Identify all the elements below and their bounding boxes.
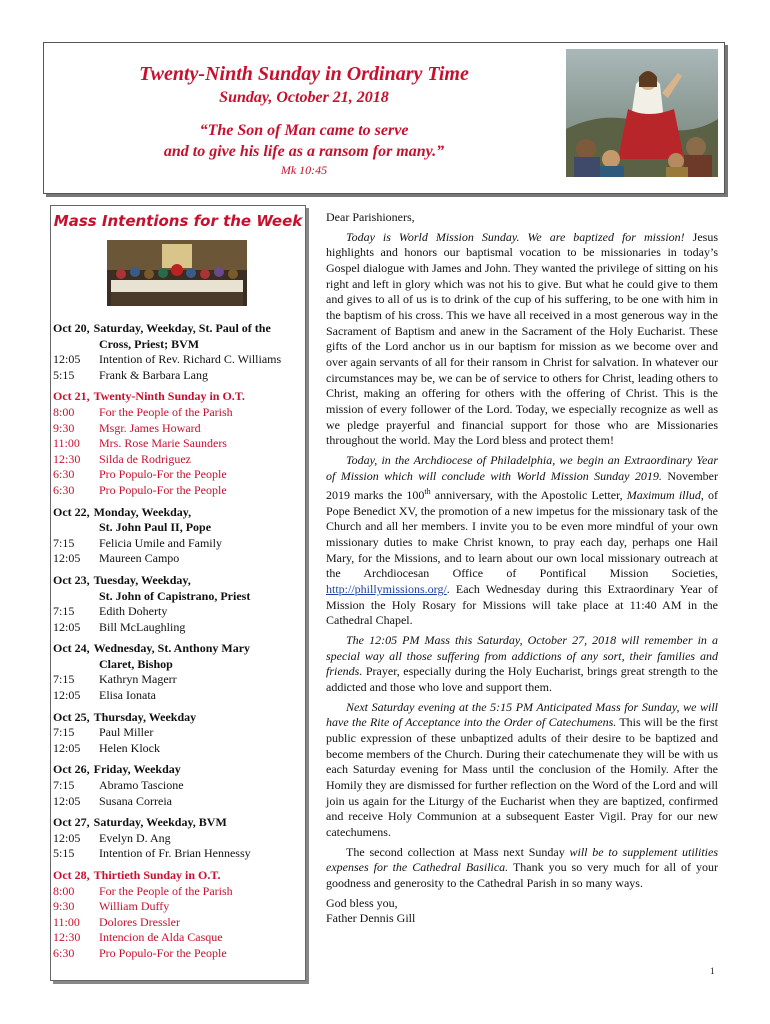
day-block <box>53 868 305 962</box>
mass-time: 6:30 <box>53 482 75 497</box>
day-title: Friday, Weekday <box>93 762 181 777</box>
mass-time: 7:15 <box>53 725 75 740</box>
day-title: Wednesday, St. Anthony Mary <box>93 641 251 656</box>
day-date: Oct 22, <box>53 504 90 519</box>
p2-sup: th <box>424 487 431 497</box>
mass-intention: Evelyn D. Ang <box>99 830 171 845</box>
day-title-continued: St. John Paul II, Pope <box>99 520 212 535</box>
mass-time: 7:15 <box>53 672 75 687</box>
day-title: Saturday, Weekday, BVM <box>93 815 227 830</box>
day-title: Tuesday, Weekday, <box>93 572 191 587</box>
mass-time: 12:05 <box>53 619 81 634</box>
mass-intention: Bill McLaughling <box>99 619 186 634</box>
mass-intention: Helen Klock <box>99 740 160 755</box>
letter-paragraph-5 <box>326 845 718 892</box>
day-header <box>53 321 305 337</box>
day-block <box>53 815 305 862</box>
intention-row <box>53 846 305 862</box>
mass-intention: Silda de Rodriguez <box>99 451 191 466</box>
day-title: Twenty-Ninth Sunday in O.T. <box>93 389 245 404</box>
intention-row <box>53 604 305 620</box>
mass-time: 6:30 <box>53 945 75 960</box>
intention-row <box>53 831 305 847</box>
intention-row <box>53 672 305 688</box>
mass-time: 11:00 <box>53 914 80 929</box>
mass-time: 5:15 <box>53 367 75 382</box>
page-number: 1 <box>710 966 715 976</box>
mass-intention: Intention of Rev. Richard C. Williams <box>99 352 282 367</box>
mass-intention: For the People of the Parish <box>99 883 233 898</box>
day-header <box>53 389 305 405</box>
day-header <box>53 573 305 589</box>
mass-time: 5:15 <box>53 846 75 861</box>
mass-time: 12:05 <box>53 688 81 703</box>
p1-italic: Today is World Mission Sunday. We are baptized for mission! <box>346 229 685 244</box>
mass-intention: Pro Populo-For the People <box>99 467 227 482</box>
mass-time: 12:05 <box>53 740 81 755</box>
day-block <box>53 641 305 703</box>
letter-paragraph-3 <box>326 633 718 696</box>
intention-row <box>53 452 305 468</box>
day-block <box>53 389 305 498</box>
day-block <box>53 762 305 809</box>
intention-row <box>53 405 305 421</box>
day-date: Oct 28, <box>53 868 90 882</box>
letter-paragraph-4 <box>326 700 718 841</box>
intention-row <box>53 436 305 452</box>
mass-intention: Intention of Fr. Brian Hennessy <box>99 846 251 861</box>
intention-row <box>53 884 305 900</box>
day-header <box>53 710 305 726</box>
intention-row <box>53 946 305 962</box>
letter-paragraph-1 <box>326 230 718 449</box>
p3-italic: The 12:05 PM Mass this Saturday, October 27, 2018 will remember in a special way all those suffering from addictions of any sort, their families and friends. <box>326 633 718 679</box>
mass-intention: William Duffy <box>99 899 170 914</box>
day-date: Oct 21, <box>53 389 90 404</box>
intention-row <box>53 352 305 368</box>
day-block <box>53 505 305 567</box>
mass-time: 11:00 <box>53 436 80 451</box>
quote-citation: Mk 10:45 <box>280 163 328 177</box>
day-title: Saturday, Weekday, St. Paul of the <box>93 321 271 335</box>
mass-intention: Paul Miller <box>99 725 154 740</box>
mass-time: 8:00 <box>53 883 75 898</box>
mass-time: 12:30 <box>53 451 81 466</box>
page-title: Twenty-Ninth Sunday in Ordinary Time <box>139 63 469 85</box>
p4-text: This will be the first public expression of these unbaptized adults of their desire to be baptized and become members of the Church. During their catechumenate they will be with us each Saturday evening for Mass until the conclusion of the Homily. After the Homily they are dismissed for further reflection on the Word of the Lord and will join us again for the Liturgy of the Eucharist when they are baptized, confirmed and receive Holy Communion at a subsequent Easter Vigil. Pray for our new catechumens. <box>326 715 718 839</box>
day-title-continued: Cross, Priest; BVM <box>99 336 200 351</box>
mass-time: 12:05 <box>53 551 81 566</box>
intention-row <box>53 741 305 757</box>
day-header <box>53 641 305 657</box>
mass-time: 7:15 <box>53 778 75 793</box>
p2-text-b: anniversary, with the Apostolic Letter, <box>430 488 627 503</box>
mass-intention: Kathryn Magerr <box>99 672 177 687</box>
p4-italic: Next Saturday evening at the 5:15 PM Anticipated Mass for Sunday, we will have the Rite of Acceptance into the Order of Catechumens. <box>326 699 718 730</box>
p1-text: Jesus highlights and honors our baptismal vocation to be missionaries in today’s Gospel dialogue with James and John. They wanted the privilege of sitting on his right and left in glory which was not his to give. But what he could give to them and gives to all of us is to drink of the cup of his suffering, to be one with him in the baptism of his cross. This we have all received in a most generous way in the Sacrament of Baptism and anew in the Sacrament of the Holy Eucharist. These gifts of the Lord anchor us in our baptism for mission as we become over and over again servants of all for their ransom in Christ for salvation. In whatever our circumstances may be, we can be of service to others for Christ, leading others to Christ, making an offering for others with the offering of Christ. This is the mission of every follower of the Lord. Today, we especially recognize as well as we pledge prayerful and financial support for those who are Missionaries throughout the world. May the Lord bless and protect them! <box>326 229 718 448</box>
p2-text-a: November 2019 marks the 100 <box>326 468 718 503</box>
intention-row <box>53 899 305 915</box>
quote-line-2: and to give his life as a ransom for many.” <box>163 143 445 160</box>
letter-closing: God bless you, <box>326 895 398 910</box>
day-block <box>53 573 305 635</box>
day-date: Oct 24, <box>53 641 90 656</box>
mass-time: 9:30 <box>53 420 75 435</box>
mass-time: 12:05 <box>53 830 81 845</box>
day-title: Thursday, Weekday <box>93 709 197 724</box>
mass-intention: Abramo Tascione <box>99 778 184 793</box>
mass-intention: Pro Populo-For the People <box>99 945 227 960</box>
mass-time: 8:00 <box>53 404 75 419</box>
mass-intention: Edith Doherty <box>99 604 168 619</box>
mass-intention: Felicia Umile and Family <box>99 535 222 550</box>
intention-row <box>53 778 305 794</box>
intention-row <box>53 688 305 704</box>
intention-row <box>53 915 305 931</box>
intention-row <box>53 620 305 636</box>
day-header <box>53 868 305 884</box>
mass-time: 12:05 <box>53 352 81 367</box>
day-title: Thirtieth Sunday in O.T. <box>93 868 221 882</box>
p2-italic: Today, in the Archdiocese of Philadelphia, we begin an Extraordinary Year of Mission which will conclude with World Mission Sunday 2019. <box>326 452 718 483</box>
day-title-continued: Claret, Bishop <box>99 656 173 671</box>
letter-signature: Father Dennis Gill <box>326 911 416 926</box>
mass-intention: Mrs. Rose Marie Saunders <box>99 436 227 451</box>
day-block <box>53 321 305 383</box>
letter-salutation: Dear Parishioners, <box>326 210 415 224</box>
letter-paragraph-2 <box>326 453 718 629</box>
intention-row <box>53 930 305 946</box>
intention-row <box>53 467 305 483</box>
mass-intention: Pro Populo-For the People <box>99 482 227 497</box>
quote-line-1: “The Son of Man came to serve <box>199 122 409 139</box>
intention-row <box>53 483 305 499</box>
day-date: Oct 27, <box>53 815 90 830</box>
missions-link[interactable]: http://phillymissions.org/ <box>326 582 447 597</box>
intention-row <box>53 551 305 567</box>
p2-italic-2: Maximum illud <box>626 488 701 503</box>
p2-text-d: . Each Wednesday during this Extraordinary Year of Mission the Holy Rosary for Missions will take place at 11:40 AM in the Cathedral Chapel. <box>326 582 718 628</box>
p5-text-a: The second collection at Mass next Sunday <box>346 844 570 859</box>
mass-intention: Susana Correia <box>99 793 172 808</box>
header-banner <box>43 42 725 194</box>
day-header <box>53 815 305 831</box>
mass-intentions-panel <box>50 205 306 981</box>
mass-time: 9:30 <box>53 899 75 914</box>
day-date: Oct 23, <box>53 572 90 587</box>
p5-text: Thank you so very much for all of your goodness and generosity to the Cathedral Parish in so many ways. <box>326 860 718 890</box>
pastor-letter <box>326 210 718 927</box>
intention-row <box>53 725 305 741</box>
mass-intentions-heading: Mass Intentions for the Week <box>53 212 303 230</box>
day-date: Oct 25, <box>53 709 90 724</box>
mass-intention: Maureen Campo <box>99 551 180 566</box>
mass-time: 7:15 <box>53 604 75 619</box>
p5-italic: will be to supplement utilities expenses for the Cathedral Basilica. <box>326 844 718 875</box>
mass-intention: Intencion de Alda Casque <box>99 930 223 945</box>
mass-intention: For the People of the Parish <box>99 404 233 419</box>
mass-time: 12:30 <box>53 930 81 945</box>
mass-time: 6:30 <box>53 467 75 482</box>
day-header <box>53 505 305 521</box>
page-date: Sunday, October 21, 2018 <box>219 89 389 106</box>
intention-row <box>53 368 305 384</box>
mass-intention: Dolores Dressler <box>99 914 180 929</box>
p3-text: Prayer, especially during the Holy Eucharist, brings great strength to the addicted and those who love and support them. <box>326 664 718 695</box>
intention-row <box>53 794 305 810</box>
day-block <box>53 710 305 757</box>
p2-text-c: , of Pope Benedict XV, the promotion of a new impetus for the missionary task of the Church and all her members. I invite you to be even more mindful of your own missionary duties to make Christ known, to pray each day, perhaps one Hail Mary, for the Missions, and to learn about our own local missionary outreach at the Archdiocesan Office of Pontifical Mission Societies, <box>326 488 718 581</box>
mass-time: 12:05 <box>53 793 81 808</box>
jesus-teaching-image <box>566 49 718 177</box>
mass-intention: Frank & Barbara Lang <box>99 367 208 382</box>
day-header <box>53 762 305 778</box>
day-date: Oct 26, <box>53 762 90 777</box>
mass-intentions-list <box>53 321 305 962</box>
intention-row <box>53 536 305 552</box>
last-supper-image <box>107 240 247 306</box>
day-title-continued: St. John of Capistrano, Priest <box>99 588 251 603</box>
intention-row <box>53 421 305 437</box>
mass-intention: Elisa Ionata <box>99 688 156 703</box>
mass-intention: Msgr. James Howard <box>99 420 201 435</box>
mass-time: 7:15 <box>53 535 75 550</box>
day-title: Monday, Weekday, <box>93 504 192 519</box>
day-date: Oct 20, <box>53 321 90 335</box>
